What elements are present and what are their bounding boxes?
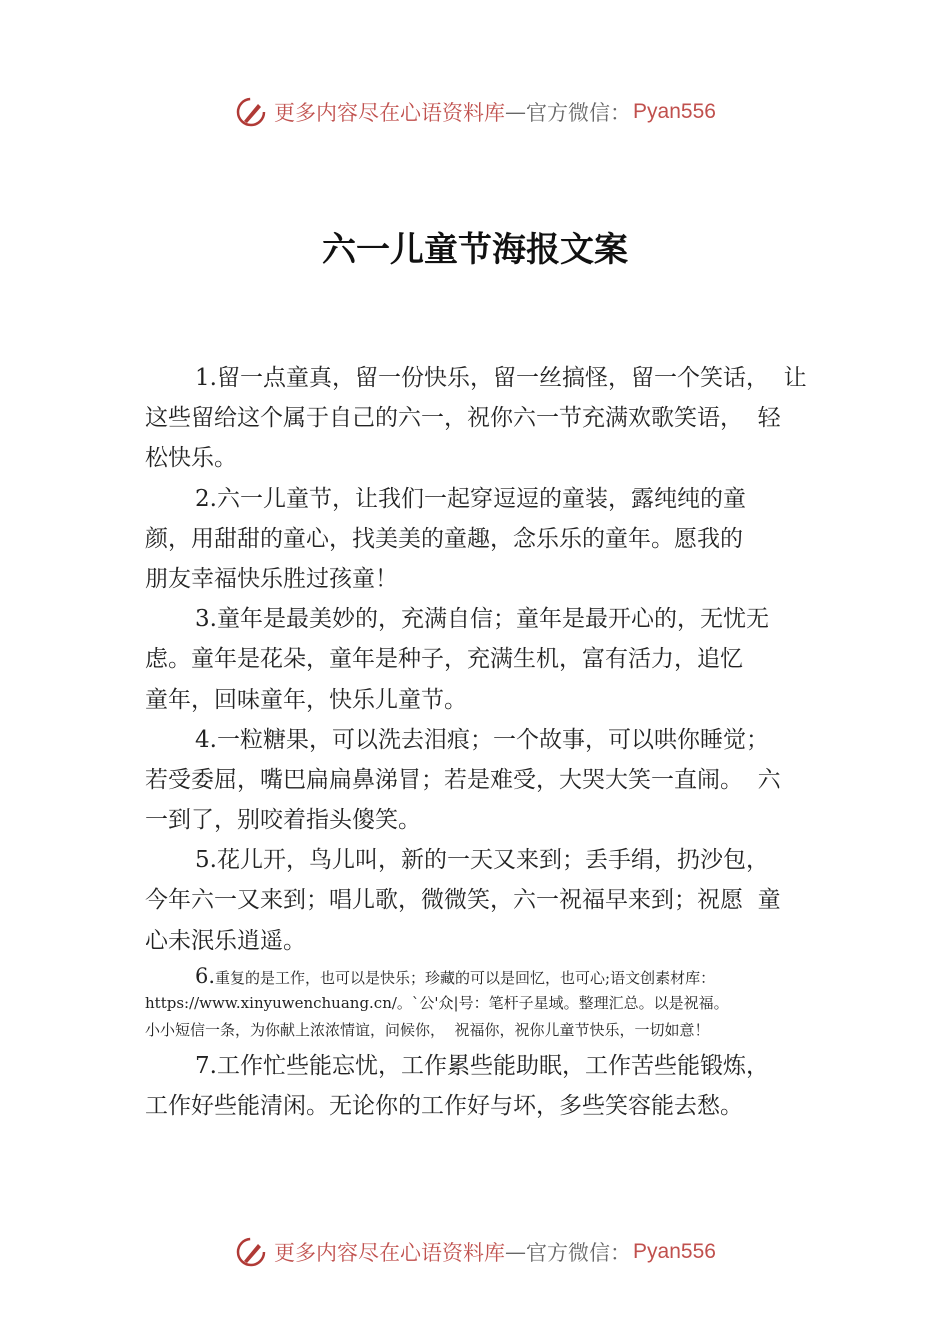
pen-logo-icon xyxy=(234,95,268,129)
header-wechat-label: 官方微信： xyxy=(526,101,632,125)
para6-line: https://www.xinyuwenchuang.cn/。`公'众|号：笔杆子星域。整理汇总。以是祝福。 xyxy=(145,993,729,1012)
paragraph-line: 颜，用甜甜的童心，找美美的童趣，念乐乐的童年。愿我的 xyxy=(145,525,743,552)
para7-line: 7.工作忙些能忘忧，工作累些能助眠，工作苦些能锻炼， xyxy=(195,1052,769,1079)
paragraph-line: 心未泯乐逍遥。 xyxy=(145,927,306,954)
footer-wechat-id: Pyan556 xyxy=(633,1240,716,1263)
paragraph-line: 虑。童年是花朵，童年是种子，充满生机，富有活力，追忆 xyxy=(145,646,743,673)
para6-line: 小小短信一条，为你献上浓浓情谊，问候你， 祝福你，祝你儿童节快乐，一切如意！ xyxy=(145,1020,710,1039)
paragraph-line: 今年六一又来到；唱儿歌，微微笑，六一祝福早来到；祝愿 童 xyxy=(145,887,781,914)
pen-logo-icon xyxy=(234,1235,268,1269)
footer-dash: — xyxy=(505,1240,527,1264)
paragraph-1 xyxy=(145,358,835,479)
footer-wechat-label: 官方微信： xyxy=(526,1241,632,1265)
header-dash: — xyxy=(505,100,527,124)
paragraph-6 xyxy=(145,963,835,1044)
paragraph-line: 童年，回味童年，快乐儿童节。 xyxy=(145,686,467,713)
paragraph-2 xyxy=(145,479,835,600)
para6-number: 6. xyxy=(195,963,216,988)
para6-line: 重复的是工作，也可以是快乐；珍藏的可以是回忆，也可心;语文创素材库： xyxy=(215,968,716,987)
paragraph-line: 2.六一儿童节，让我们一起穿逗逗的童装，露纯纯的童 xyxy=(195,485,746,512)
paragraph-line: 朋友幸福快乐胜过孩童！ xyxy=(145,565,398,592)
paragraph-line: 3.童年是最美妙的，充满自信；童年是最开心的，无忧无 xyxy=(195,606,769,633)
document-title: 六一儿童节海报文案 xyxy=(322,230,628,270)
paragraph-4 xyxy=(145,720,835,841)
header-watermark xyxy=(0,95,950,129)
header-site: 更多内容尽在心语资料库 xyxy=(274,101,506,125)
header-wechat-id: Pyan556 xyxy=(633,100,716,123)
paragraph-line: 若受委屈，嘴巴扁扁鼻涕冒；若是难受，大哭大笑一直闹。 六 xyxy=(145,766,781,793)
paragraph-line: 松快乐。 xyxy=(145,445,237,472)
paragraph-line: 5.花儿开，鸟儿叫，新的一天又来到；丢手绢，扔沙包， xyxy=(195,847,769,874)
paragraph-line: 一到了，别咬着指头傻笑。 xyxy=(145,807,421,834)
document-body xyxy=(145,358,835,1126)
footer-watermark xyxy=(0,1235,950,1269)
para7-line: 工作好些能清闲。无论你的工作好与坏，多些笑容能去愁。 xyxy=(145,1093,743,1119)
paragraph-line: 4.一粒糖果，可以洗去泪痕；一个故事，可以哄你睡觉； xyxy=(195,726,769,753)
footer-site: 更多内容尽在心语资料库 xyxy=(274,1241,506,1265)
paragraph-line: 1.留一点童真，留一份快乐，留一丝搞怪，留一个笑话， 让 xyxy=(195,365,807,391)
paragraph-7 xyxy=(145,1046,835,1126)
paragraph-3 xyxy=(145,599,835,720)
paragraph-5 xyxy=(145,840,835,961)
paragraph-line: 这些留给这个属于自己的六一，祝你六一节充满欢歌笑语， 轻 xyxy=(145,405,781,432)
